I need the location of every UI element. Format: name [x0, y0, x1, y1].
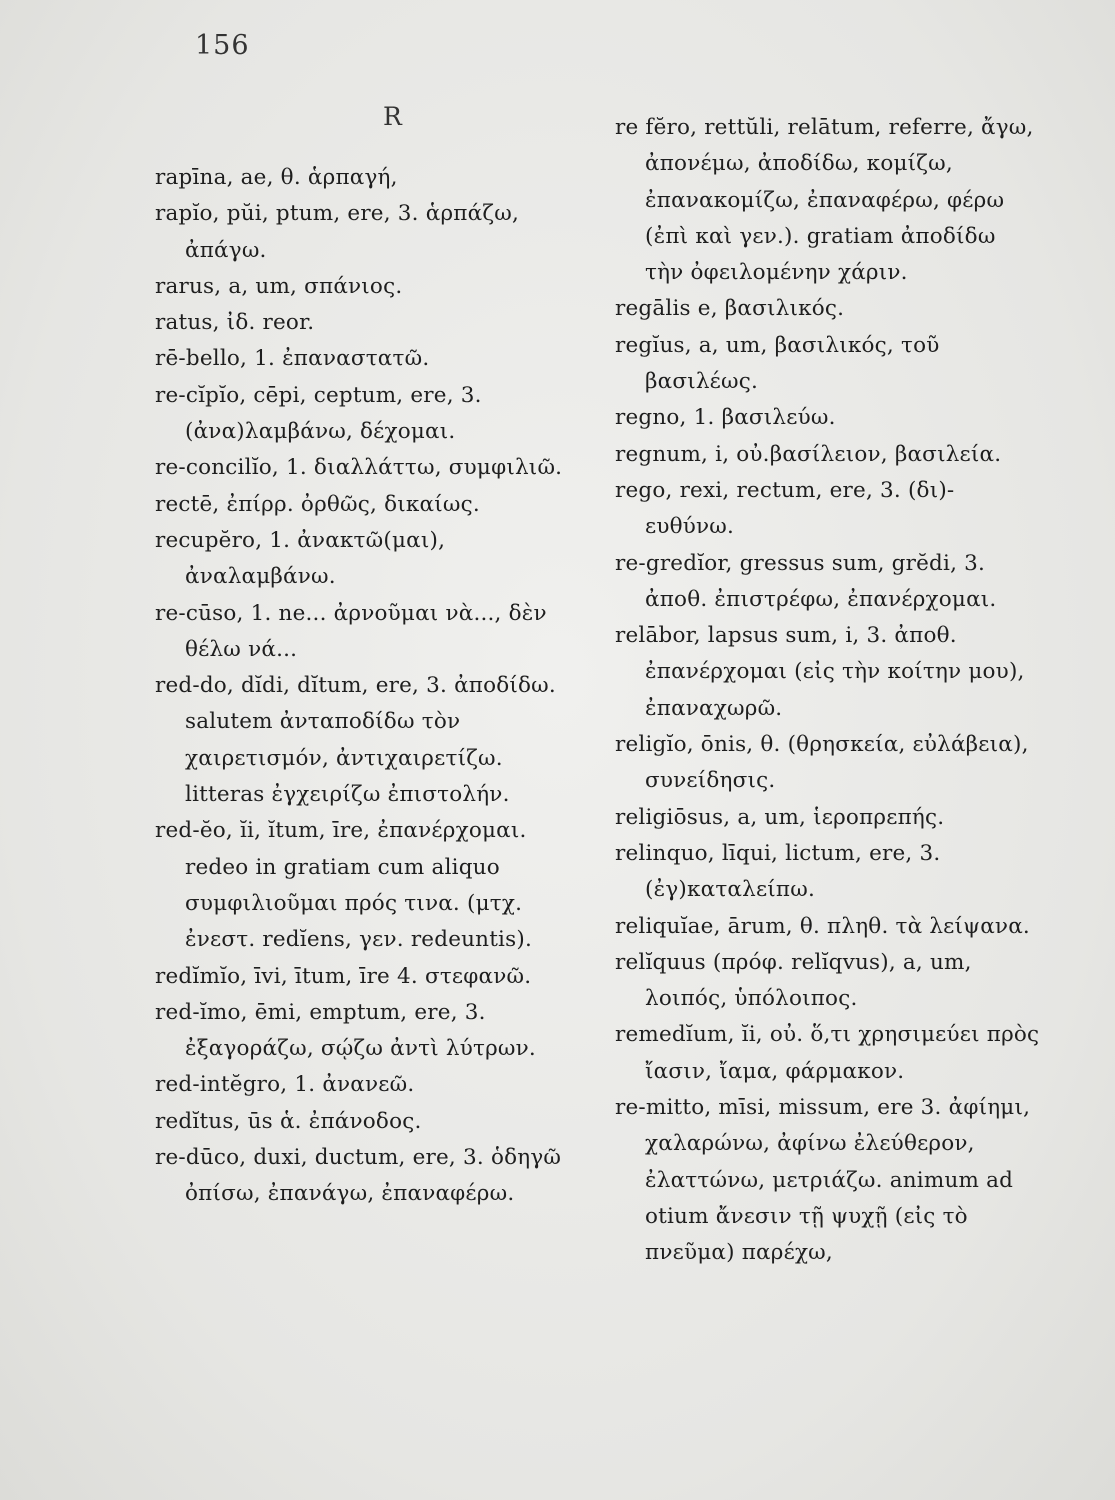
- dictionary-entry: rapĭo, pŭi, ptum, ere, 3. ἁρπάζω, ἀπάγω.: [155, 201, 519, 263]
- dictionary-entry: relinquo, līqui, lictum, ere, 3. (ἐγ)καταλείπω.: [615, 840, 941, 903]
- dictionary-entry: relābor, lapsus sum, i, 3. ἀποθ. ἐπανέρχομαι (εἰς τὴν κοίτην μου), ἐπαναχωρῶ.: [615, 623, 1025, 721]
- left-column: [155, 160, 585, 1213]
- right-column: [615, 110, 1040, 1272]
- dictionary-entry: rarus, a, um, σπάνιος.: [155, 273, 403, 299]
- section-letter: R: [383, 102, 402, 131]
- dictionary-entry: rego, rexi, rectum, ere, 3. (δι)-ευθύνω.: [615, 477, 955, 540]
- dictionary-entry: rē-bello, 1. ἐπαναστατῶ.: [155, 346, 430, 372]
- dictionary-entry: religĭo, ōnis, θ. (θρησκεία, εὐλάβεια), συνείδησις.: [615, 732, 1029, 794]
- dictionary-entry: redĭmĭo, īvi, ītum, īre 4. στεφανῶ.: [155, 963, 532, 989]
- dictionary-entry: regnum, i, οὐ.βασίλειον, βασιλεία.: [615, 441, 1002, 467]
- dictionary-entry: re-dūco, duxi, ductum, ere, 3. ὁδηγῶ ὀπίσω, ἐπανάγω, ἐπαναφέρω.: [155, 1145, 562, 1207]
- dictionary-entry: re-gredĭor, gressus sum, grĕdi, 3. ἀποθ. ἐπιστρέφω, ἐπανέρχομαι.: [615, 550, 997, 612]
- dictionary-entry: re-cūso, 1. ne... ἀρνοῦμαι νὰ..., δὲν θέλω νά...: [155, 600, 547, 662]
- dictionary-entry: red-intĕgro, 1. ἀνανεῶ.: [155, 1072, 415, 1098]
- dictionary-entry: regno, 1. βασιλεύω.: [615, 405, 836, 431]
- dictionary-entry: regĭus, a, um, βασιλικός, τοῦ βασιλέως.: [615, 332, 940, 395]
- dictionary-entry: recupĕro, 1. ἀνακτῶ(μαι), ἀναλαμβάνω.: [155, 527, 446, 590]
- dictionary-entry: remedĭum, ĭi, οὐ. ὅ,τι χρησιμεύει πρὸς ἴασιν, ἴαμα, φάρμακον.: [615, 1022, 1040, 1084]
- dictionary-entry: relĭquus (πρόφ. relĭqvus), a, um, λοιπός, ὑπόλοιπος.: [615, 949, 972, 1012]
- dictionary-entry: re fĕro, rettŭli, relātum, referre, ἄγω, ἀπονέμω, ἀποδίδω, κομίζω, ἐπανακομίζω, ἐπαναφέρω, φέρω (ἐπὶ καὶ γεν.). gratiam ἀποδίδω τὴν ὀφειλομένην χάριν.: [615, 115, 1034, 286]
- dictionary-entry: rapīna, ae, θ. ἁρπαγή,: [155, 165, 398, 190]
- dictionary-entry: redĭtus, ūs ἁ. ἐπάνοδος.: [155, 1108, 422, 1134]
- dictionary-entry: religiōsus, a, um, ἱεροπρεπής.: [615, 804, 945, 830]
- dictionary-entry: red-ĕo, ĭi, ĭtum, īre, ἐπανέρχομαι. redeo in gratiam cum aliquo συμφιλιοῦμαι πρός τινα. (μτχ. ἐνεστ. redĭens, γεν. redeuntis).: [155, 818, 532, 953]
- dictionary-entry: regālis e, βασιλικός.: [615, 296, 845, 322]
- dictionary-entry: reliquĭae, ārum, θ. πληθ. τὰ λείψανα.: [615, 913, 1030, 939]
- dictionary-entry: re-mitto, mīsi, missum, ere 3. ἀφίημι, χαλαρώνω, ἀφίνω ἐλεύθερον, ἐλαττώνω, μετριάζω. animum ad otium ἄνεσιν τῇ ψυχῇ (εἰς τὸ πνεῦμα) παρέχω,: [615, 1095, 1031, 1266]
- dictionary-entry: red-ĭmo, ēmi, emptum, ere, 3. ἐξαγοράζω, σῴζω ἀντὶ λύτρων.: [155, 999, 536, 1062]
- dictionary-entry: re-concilĭo, 1. διαλλάττω, συμφιλιῶ.: [155, 455, 563, 481]
- dictionary-entry: ratus, ἰδ. reor.: [155, 310, 315, 336]
- dictionary-entry: re-cĭpĭo, cēpi, ceptum, ere, 3. (ἀνα)λαμβάνω, δέχομαι.: [155, 382, 482, 445]
- dictionary-entry: red-do, dĭdi, dĭtum, ere, 3. ἀποδίδω. salutem ἀνταποδίδω τὸν χαιρετισμόν, ἀντιχαιρετίζω. litteras ἐγχειρίζω ἐπιστολήν.: [155, 673, 556, 808]
- page-number: 156: [195, 30, 250, 61]
- dictionary-entry: rectē, ἐπίρρ. ὀρθῶς, δικαίως.: [155, 491, 480, 517]
